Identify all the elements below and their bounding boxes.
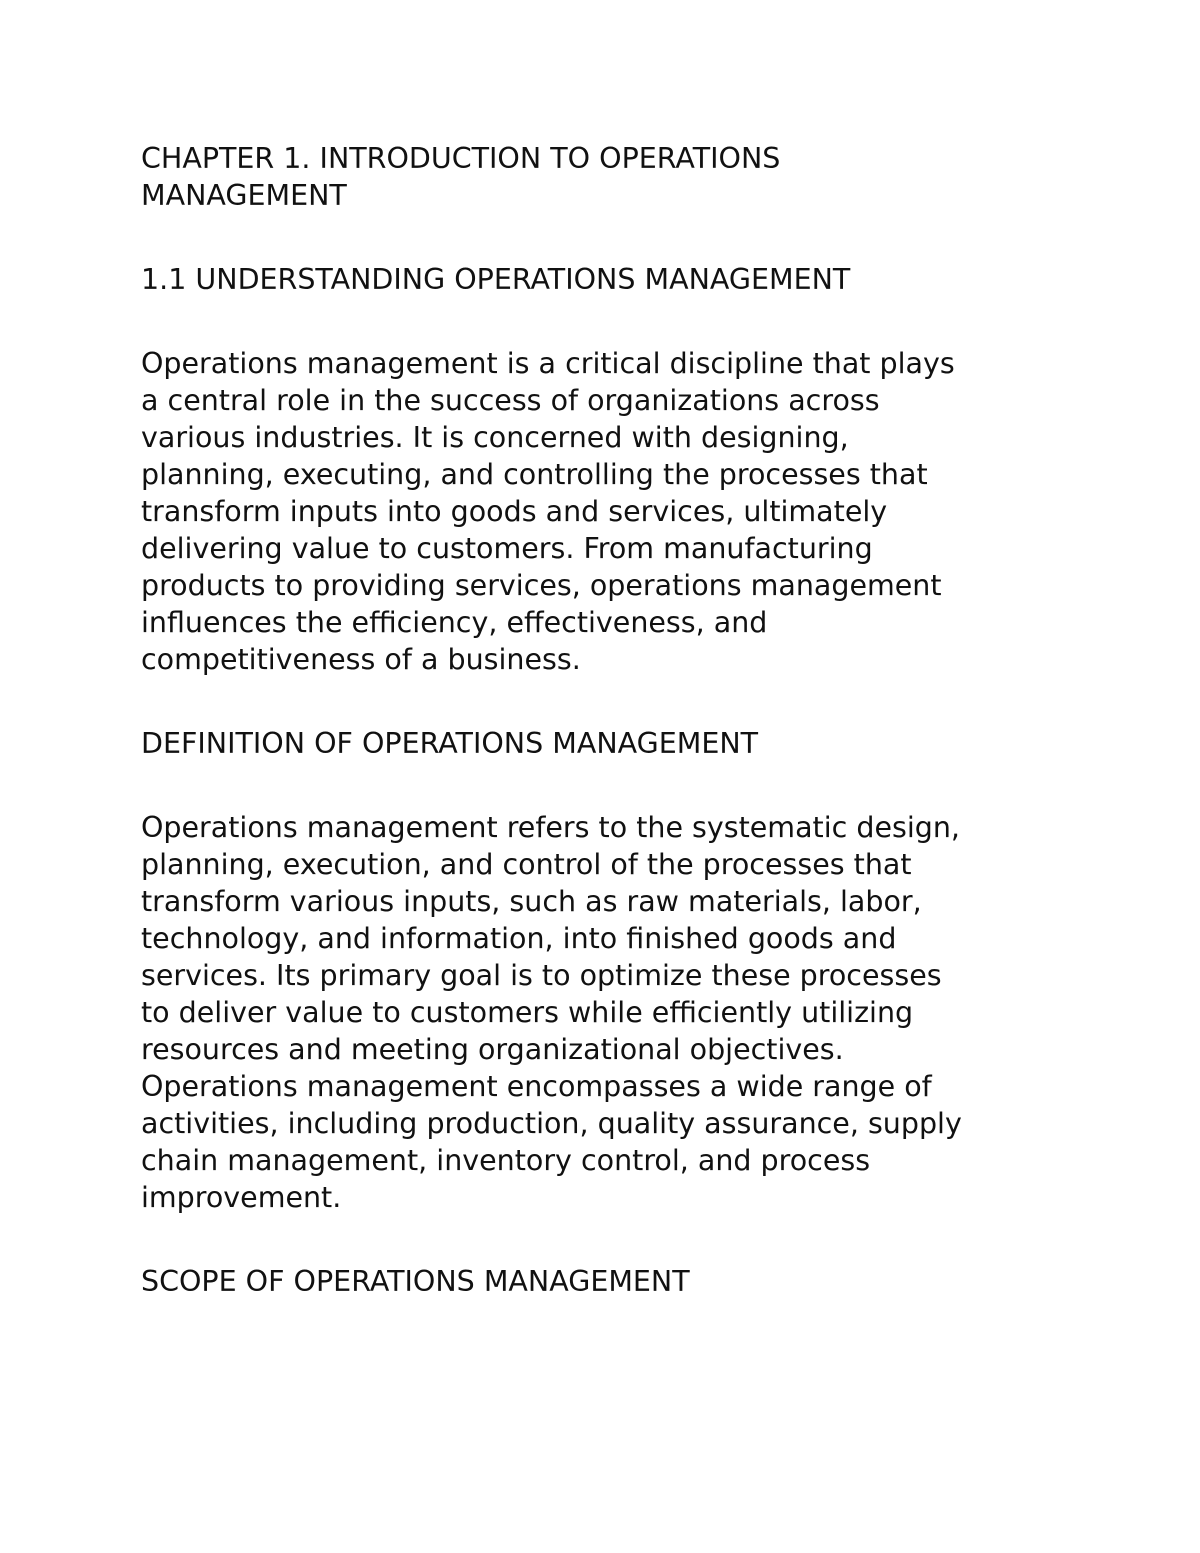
paragraph-line: various industries. It is concerned with designing, <box>141 421 849 454</box>
chapter-title <box>141 140 1071 214</box>
scope-heading <box>141 1263 1071 1300</box>
definition-heading-text: DEFINITION OF OPERATIONS MANAGEMENT <box>141 727 759 760</box>
paragraph-line: transform various inputs, such as raw materials, labor, <box>141 885 922 918</box>
document-body <box>141 140 1071 1300</box>
paragraph-line: planning, executing, and controlling the processes that <box>141 458 928 491</box>
paragraph-line: chain management, inventory control, and process <box>141 1144 871 1177</box>
spacer <box>141 1216 1071 1263</box>
paragraph-line: to deliver value to customers while efficiently utilizing <box>141 996 914 1029</box>
paragraph-line: resources and meeting organizational objectives. <box>141 1033 844 1066</box>
section-heading <box>141 261 1071 298</box>
chapter-title-line: CHAPTER 1. INTRODUCTION TO OPERATIONS <box>141 142 781 175</box>
definition-paragraph <box>141 809 1071 1216</box>
paragraph-line: services. Its primary goal is to optimize these processes <box>141 959 942 992</box>
paragraph-line: planning, execution, and control of the processes that <box>141 848 912 881</box>
paragraph-line: Operations management encompasses a wide range of <box>141 1070 932 1103</box>
spacer <box>141 762 1071 809</box>
paragraph-line: influences the efficiency, effectiveness, and <box>141 606 768 639</box>
chapter-title-line: MANAGEMENT <box>141 179 347 212</box>
paragraph-line: Operations management is a critical discipline that plays <box>141 347 955 380</box>
paragraph-line: a central role in the success of organizations across <box>141 384 880 417</box>
scope-heading-text: SCOPE OF OPERATIONS MANAGEMENT <box>141 1265 690 1298</box>
paragraph-line: competitiveness of a business. <box>141 643 581 676</box>
spacer <box>141 298 1071 345</box>
section-heading-text: 1.1 UNDERSTANDING OPERATIONS MANAGEMENT <box>141 263 851 296</box>
intro-paragraph <box>141 345 1071 678</box>
definition-heading <box>141 725 1071 762</box>
paragraph-line: improvement. <box>141 1181 342 1214</box>
paragraph-line: products to providing services, operations management <box>141 569 942 602</box>
spacer <box>141 214 1071 261</box>
paragraph-line: Operations management refers to the systematic design, <box>141 811 960 844</box>
paragraph-line: transform inputs into goods and services, ultimately <box>141 495 888 528</box>
paragraph-line: delivering value to customers. From manufacturing <box>141 532 873 565</box>
paragraph-line: technology, and information, into finished goods and <box>141 922 897 955</box>
spacer <box>141 678 1071 725</box>
paragraph-line: activities, including production, quality assurance, supply <box>141 1107 962 1140</box>
